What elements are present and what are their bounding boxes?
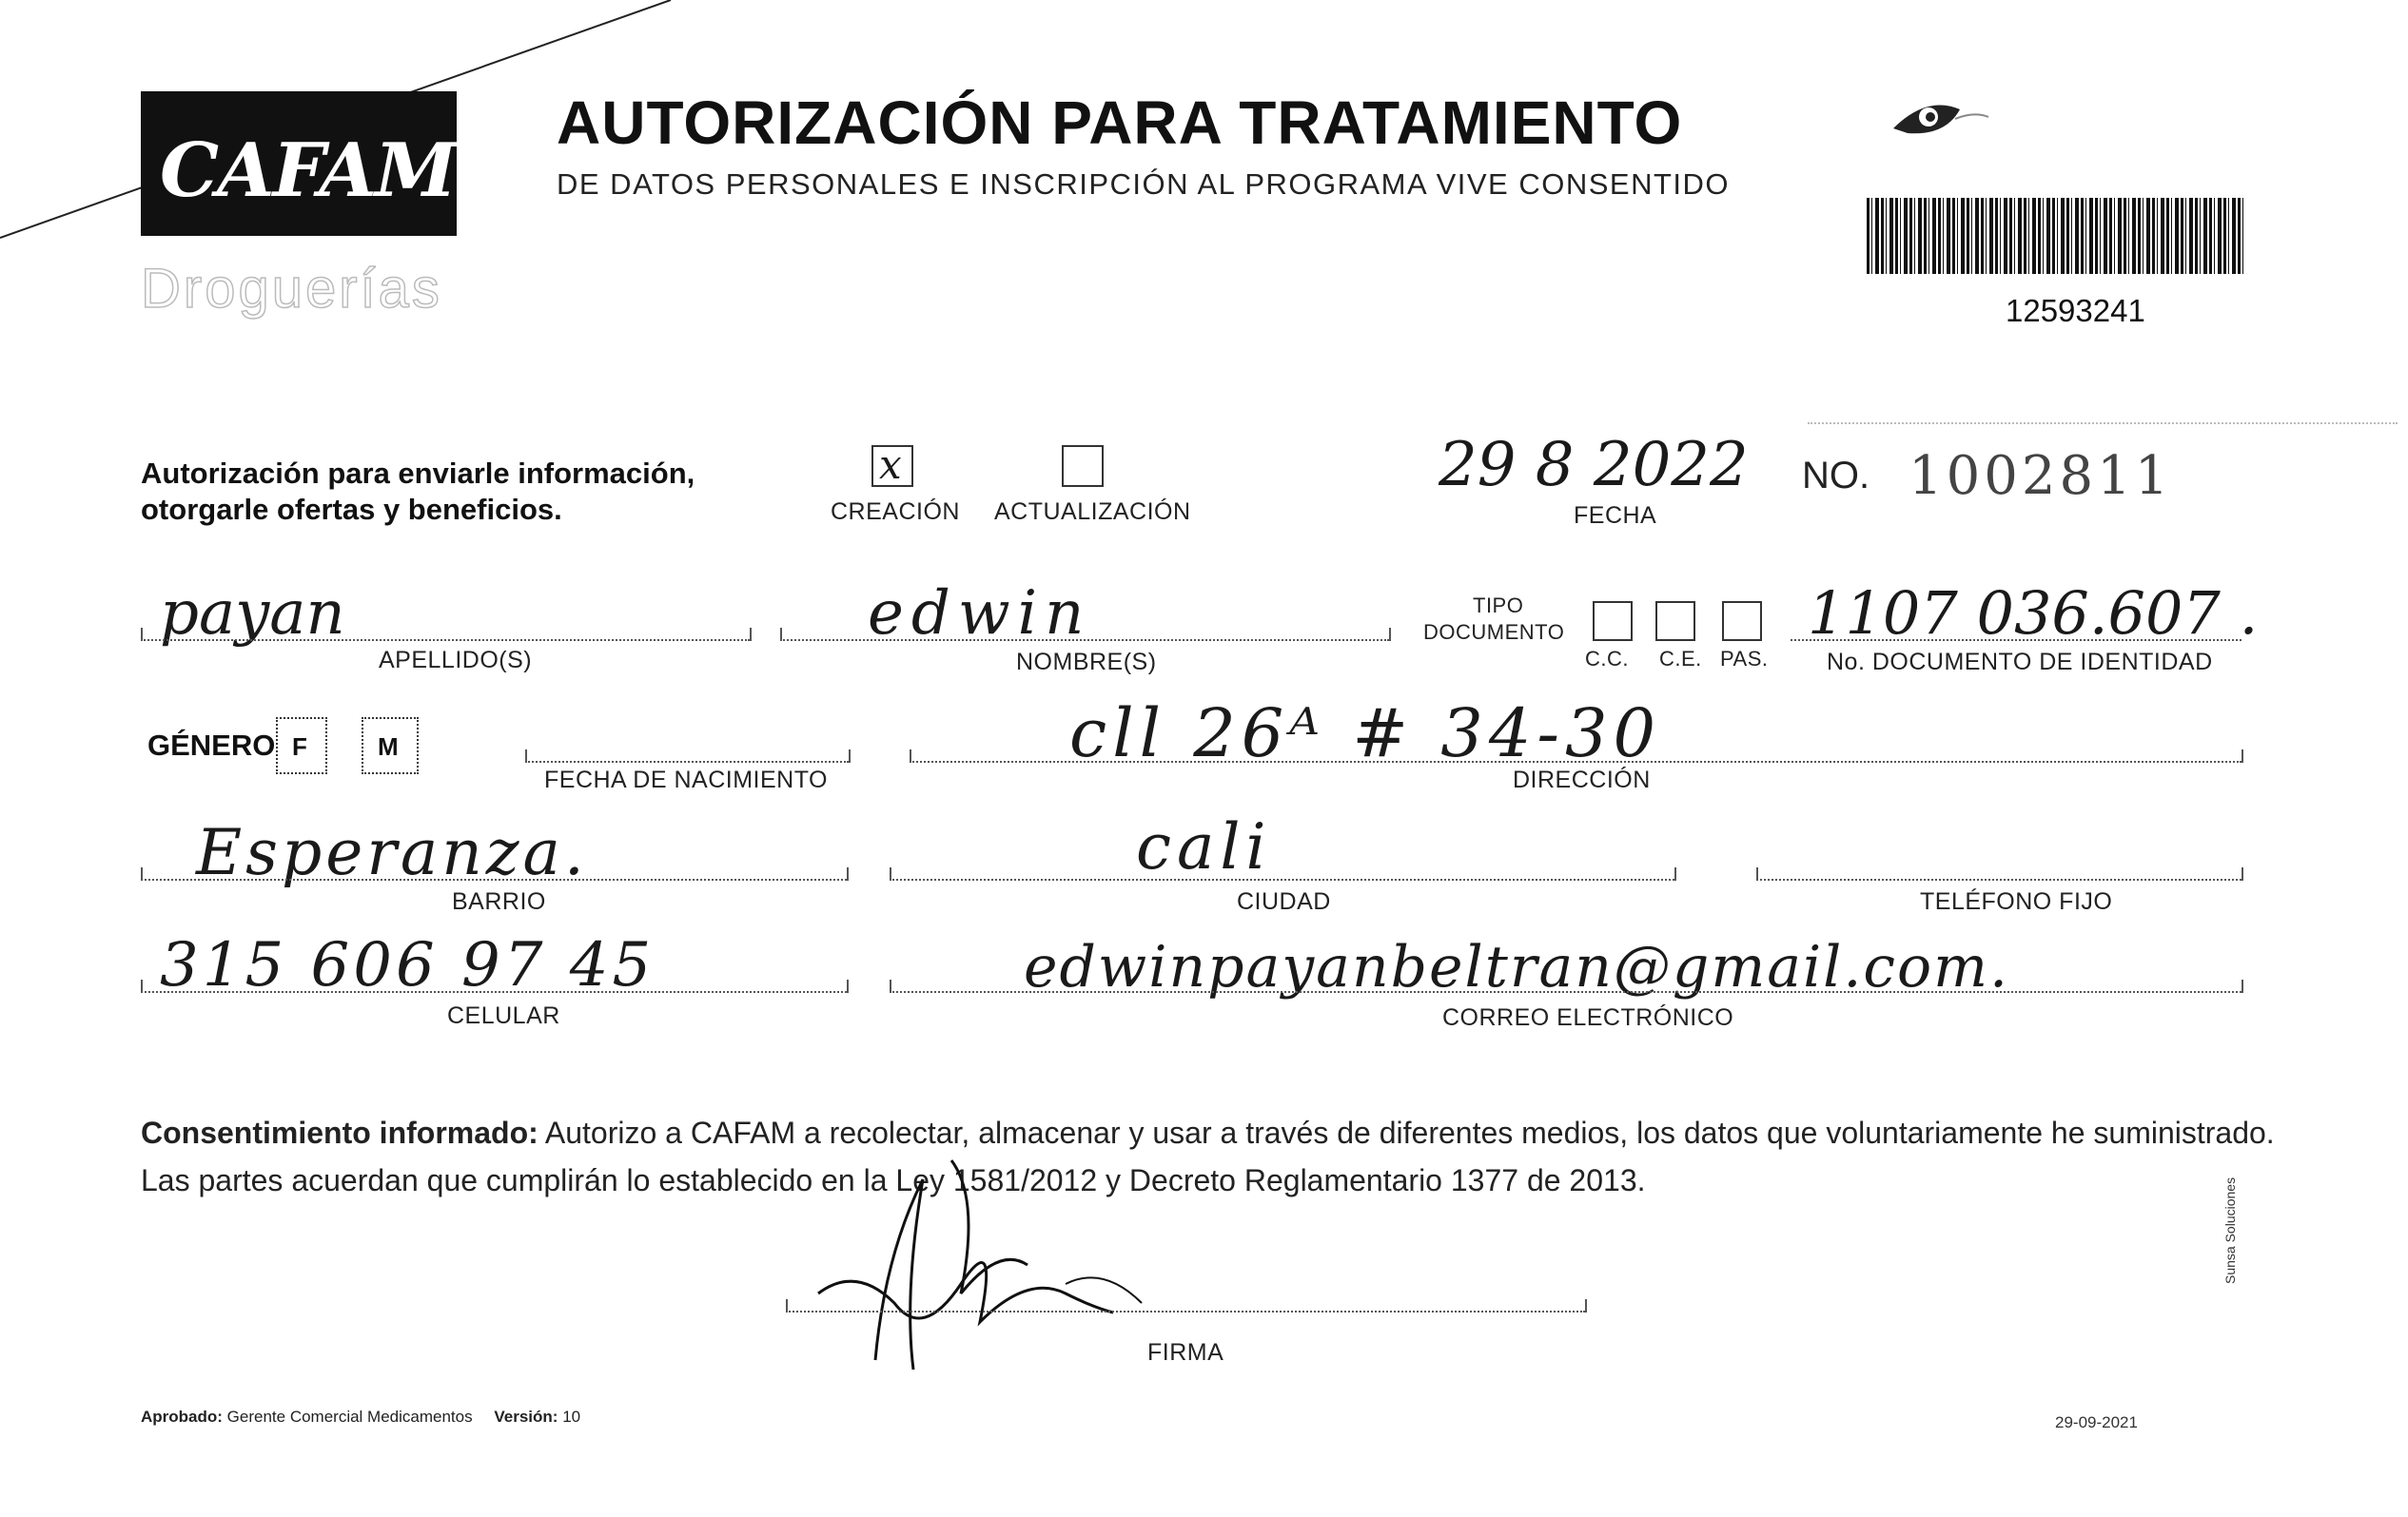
tick <box>141 980 143 993</box>
tick <box>786 1299 788 1313</box>
consent-heading: Consentimiento informado: <box>141 1116 538 1150</box>
pas-label: PAS. <box>1720 647 1769 671</box>
tick <box>750 628 752 641</box>
cafam-logo <box>141 91 457 236</box>
ciudad-line <box>890 879 1674 881</box>
tick <box>1756 867 1758 881</box>
tick <box>780 628 782 641</box>
documento-value: 1107 036.607 . <box>1808 578 2259 648</box>
eye-icon <box>1889 90 1993 147</box>
nacimiento-label: FECHA DE NACIMIENTO <box>544 767 828 793</box>
apellido-value: payan <box>160 578 345 649</box>
direccion-line <box>910 761 2242 763</box>
actualizacion-checkbox[interactable] <box>1062 445 1104 487</box>
nombre-label: NOMBRE(S) <box>1016 649 1157 675</box>
barcode <box>1867 198 2244 274</box>
documento-line <box>1791 639 2242 641</box>
tick <box>890 980 891 993</box>
firma-line <box>786 1311 1585 1313</box>
tick <box>1585 1299 1587 1313</box>
barrio-value: Esperanza. <box>196 816 588 889</box>
nombre-value: edwin <box>868 578 1092 649</box>
ce-label: C.E. <box>1659 647 1702 671</box>
ciudad-value: cali <box>1136 810 1272 884</box>
consent-paragraph <box>141 1109 2281 1204</box>
logo-text: CAFAM <box>160 127 456 214</box>
genero-f-checkbox[interactable] <box>276 717 327 774</box>
creacion-mark: x <box>879 441 902 488</box>
tipo-label-1: TIPO <box>1473 593 1524 617</box>
nombre-line <box>780 639 1389 641</box>
page-title: AUTORIZACIÓN PARA TRATAMIENTO <box>557 88 1683 157</box>
top-dotted-guide <box>1808 422 2398 424</box>
direccion-label: DIRECCIÓN <box>1513 767 1651 793</box>
cc-checkbox[interactable] <box>1593 601 1633 641</box>
logo-subtext: Droguerías <box>141 258 442 320</box>
fecha-value: 29 8 2022 <box>1439 430 1749 500</box>
tick <box>847 980 849 993</box>
fecha-label: FECHA <box>1574 502 1657 529</box>
genero-f-label: F <box>292 732 307 761</box>
consent-text-1: Autorizo a CAFAM a recolectar, almacenar y usar a través de diferentes medios, los datos que voluntariamente he suministrado. <box>538 1116 2275 1150</box>
barcode-number: 12593241 <box>2006 293 2145 328</box>
creacion-checkbox[interactable] <box>871 441 913 488</box>
tick <box>2242 749 2243 763</box>
tick <box>2242 867 2243 881</box>
telefono-label: TELÉFONO FIJO <box>1920 888 2113 915</box>
direccion-value: cll 26ᴬ # 34-30 <box>1069 694 1662 772</box>
cc-label: C.C. <box>1585 647 1629 671</box>
tipo-label-2: DOCUMENTO <box>1423 620 1565 644</box>
tick <box>1674 867 1676 881</box>
tick <box>2242 980 2243 993</box>
intro-line-1: Autorización para enviarle información, <box>141 457 695 490</box>
consent-text-2: Las partes acuerdan que cumplirán lo establecido en la Ley 1581/2012 y Decreto Reglamentario 1377 de 2013. <box>141 1163 1646 1197</box>
creacion-label: CREACIÓN <box>831 498 960 525</box>
nacimiento-line <box>525 761 849 763</box>
correo-value: edwinpayanbeltran@gmail.com. <box>1024 934 2010 1001</box>
genero-label: GÉNERO <box>147 729 276 762</box>
celular-line <box>141 991 847 993</box>
version-label: Versión: <box>494 1408 558 1426</box>
numero-value: 1002811 <box>1909 445 2173 507</box>
tick <box>847 867 849 881</box>
documento-label: No. DOCUMENTO DE IDENTIDAD <box>1827 649 2213 675</box>
firma-label: FIRMA <box>1147 1339 1224 1366</box>
ciudad-label: CIUDAD <box>1237 888 1331 915</box>
version-value: 10 <box>562 1408 581 1426</box>
footer-date: 29-09-2021 <box>2055 1413 2138 1431</box>
signature-drawing <box>780 1141 1180 1389</box>
genero-m-checkbox[interactable] <box>362 717 419 774</box>
tick <box>141 867 143 881</box>
ce-checkbox[interactable] <box>1655 601 1695 641</box>
footer-approval <box>141 1408 580 1427</box>
tick <box>910 749 911 763</box>
aprobado-label: Aprobado: <box>141 1408 223 1426</box>
correo-line <box>890 991 2242 993</box>
intro-line-2: otorgarle ofertas y beneficios. <box>141 493 562 526</box>
tick <box>849 749 851 763</box>
barrio-label: BARRIO <box>452 888 546 915</box>
tick <box>1389 628 1391 641</box>
page-subtitle: DE DATOS PERSONALES E INSCRIPCIÓN AL PROGRAMA VIVE CONSENTIDO <box>557 167 1731 201</box>
correo-label: CORREO ELECTRÓNICO <box>1442 1004 1734 1031</box>
genero-m-label: M <box>378 732 399 761</box>
tick <box>890 867 891 881</box>
barrio-line <box>141 879 847 881</box>
numero-label: NO. <box>1802 455 1870 496</box>
side-text: Sunsa Soluciones <box>2222 1177 2238 1284</box>
tick <box>525 749 527 763</box>
aprobado-value: Gerente Comercial Medicamentos <box>226 1408 473 1426</box>
telefono-line <box>1756 879 2242 881</box>
celular-label: CELULAR <box>447 1002 560 1029</box>
pas-checkbox[interactable] <box>1722 601 1762 641</box>
apellido-line <box>141 639 750 641</box>
celular-value: 315 606 97 45 <box>160 930 656 1001</box>
apellido-label: APELLIDO(S) <box>379 647 533 673</box>
tick <box>141 628 143 641</box>
actualizacion-label: ACTUALIZACIÓN <box>994 498 1191 525</box>
